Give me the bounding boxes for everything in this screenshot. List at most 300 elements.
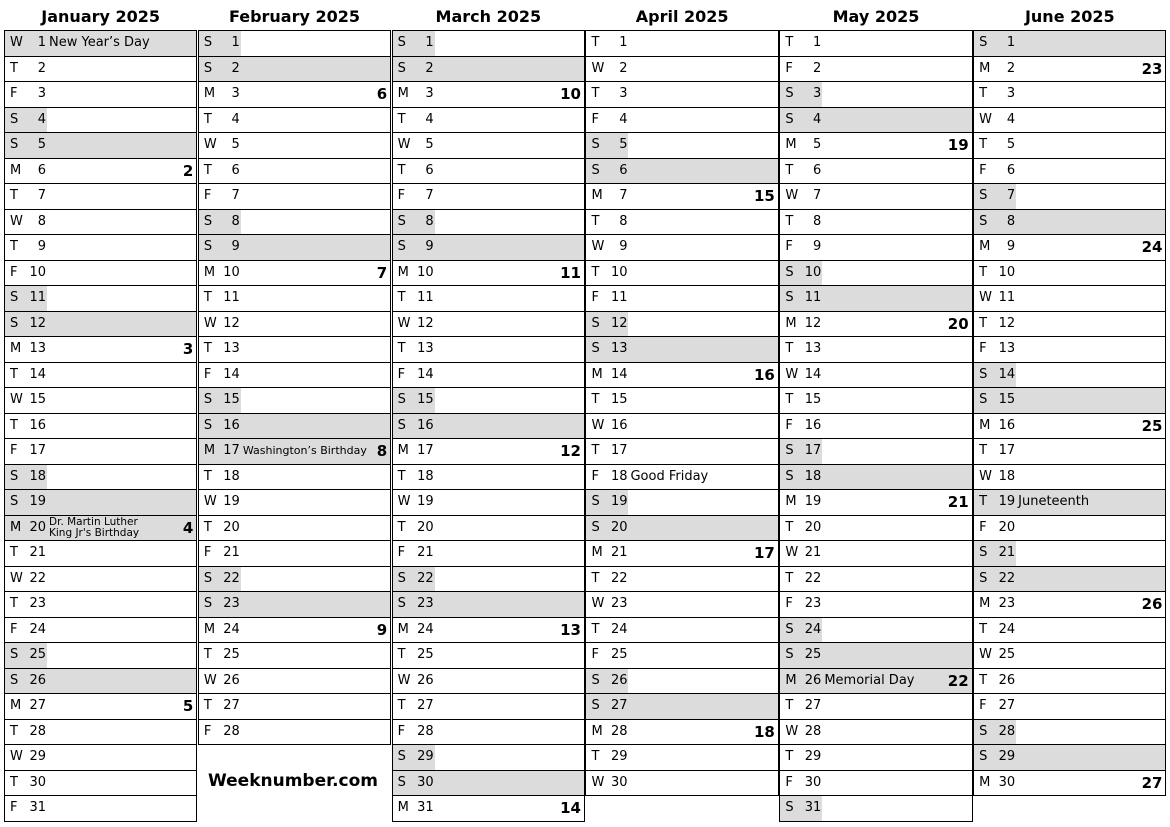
day-number: 31 <box>29 800 46 815</box>
day-row <box>973 57 1166 83</box>
day-row <box>198 669 391 695</box>
week-number: 20 <box>947 314 969 333</box>
day-number: 23 <box>417 596 434 611</box>
weekday-letter: S <box>979 35 988 50</box>
day-row <box>4 567 197 593</box>
weekday-letter: W <box>397 315 411 331</box>
weekday-letter: W <box>203 137 217 152</box>
weekday-letter: T <box>785 341 794 356</box>
day-number: 29 <box>804 749 822 764</box>
day-row <box>973 643 1166 669</box>
day-number: 11 <box>804 290 822 305</box>
weekday-letter: S <box>979 366 988 382</box>
day-row <box>4 235 197 261</box>
day-row <box>198 31 391 57</box>
weekday-letter: S <box>10 137 19 152</box>
day-row <box>585 337 778 363</box>
day-row <box>198 720 391 746</box>
day-number: 12 <box>223 315 240 331</box>
weekday-letter: T <box>979 137 988 152</box>
day-number: 26 <box>998 672 1016 688</box>
day-row <box>585 592 778 618</box>
day-row <box>4 490 197 516</box>
weekday-letter: W <box>203 672 217 688</box>
day-row <box>4 694 197 720</box>
day-row <box>779 541 972 567</box>
day-number: 30 <box>29 774 46 790</box>
day-number: 31 <box>417 800 434 815</box>
week-number: 5 <box>182 697 194 715</box>
day-list <box>973 30 1166 796</box>
day-number: 12 <box>417 315 434 331</box>
day-number: 20 <box>417 519 434 535</box>
weekday-letter: M <box>203 621 216 637</box>
weekday-letter: T <box>591 213 600 229</box>
day-number: 2 <box>231 60 240 76</box>
weekday-letter: T <box>785 698 794 713</box>
day-number: 23 <box>610 596 628 611</box>
weekday-letter: T <box>10 366 18 382</box>
weekday-letter: M <box>979 60 991 76</box>
day-number: 26 <box>610 672 628 688</box>
day-number: 13 <box>804 341 822 356</box>
weekday-letter: S <box>397 213 406 229</box>
week-number: 11 <box>560 263 581 282</box>
day-number: 18 <box>417 468 434 484</box>
day-number: 15 <box>998 392 1016 407</box>
weekday-letter: F <box>979 519 987 535</box>
day-row <box>779 57 972 83</box>
weekday-letter: S <box>10 647 19 662</box>
month-column <box>4 4 197 822</box>
weekday-letter: T <box>591 443 600 458</box>
day-row <box>4 592 197 618</box>
weekday-letter: W <box>785 545 799 560</box>
day-number: 7 <box>425 188 434 203</box>
day-row <box>4 159 197 185</box>
day-row <box>392 796 585 822</box>
month-column <box>198 4 391 745</box>
day-number: 13 <box>610 341 628 356</box>
day-number: 7 <box>813 188 822 203</box>
weekday-letter: S <box>591 137 600 152</box>
weekday-letter: F <box>10 800 18 815</box>
day-row <box>198 261 391 287</box>
day-row <box>585 414 778 440</box>
day-row <box>973 108 1166 134</box>
weekday-letter: F <box>397 723 406 739</box>
day-row <box>585 643 778 669</box>
day-row <box>585 82 778 108</box>
day-number: 29 <box>417 749 434 764</box>
weekday-letter: F <box>591 468 599 484</box>
weekday-letter: W <box>591 774 605 790</box>
week-number: 27 <box>1141 773 1163 792</box>
weekday-letter: S <box>785 290 794 305</box>
day-row <box>4 796 197 822</box>
day-row <box>198 184 391 210</box>
weekday-letter: S <box>785 621 794 637</box>
day-number: 9 <box>1006 239 1016 254</box>
day-number: 14 <box>804 366 822 382</box>
day-number: 22 <box>804 570 822 586</box>
day-number: 28 <box>998 723 1016 739</box>
day-number: 18 <box>610 468 628 484</box>
day-row <box>4 388 197 414</box>
day-number: 28 <box>417 723 434 739</box>
day-row <box>4 261 197 287</box>
weekday-letter: W <box>397 137 411 152</box>
weekday-letter: M <box>397 86 409 101</box>
weekday-letter: S <box>203 60 213 76</box>
day-row <box>585 516 778 542</box>
day-number: 9 <box>231 239 240 254</box>
weekday-letter: M <box>591 723 603 739</box>
weekday-letter: M <box>203 443 216 458</box>
weekday-letter: F <box>979 341 987 356</box>
day-number: 12 <box>998 315 1016 331</box>
day-list <box>779 30 972 822</box>
day-number: 3 <box>37 86 46 101</box>
month-column <box>973 4 1166 796</box>
day-row <box>198 465 391 491</box>
weekday-letter: S <box>203 417 213 433</box>
weekday-letter: T <box>591 621 600 637</box>
day-number: 12 <box>804 315 822 331</box>
day-number: 2 <box>619 60 628 76</box>
day-row <box>198 414 391 440</box>
day-number: 4 <box>813 111 822 127</box>
day-row <box>392 643 585 669</box>
day-row <box>392 286 585 312</box>
weekday-letter: T <box>979 672 988 688</box>
day-row <box>392 618 585 644</box>
day-row <box>392 490 585 516</box>
weekday-letter: S <box>397 239 406 254</box>
day-number: 15 <box>29 392 46 407</box>
day-row <box>585 490 778 516</box>
day-number: 4 <box>619 111 628 127</box>
weekday-letter: F <box>591 111 599 127</box>
day-number: 22 <box>29 570 46 586</box>
day-number: 24 <box>998 621 1016 637</box>
day-row <box>585 388 778 414</box>
day-row <box>973 694 1166 720</box>
day-number: 2 <box>813 60 822 76</box>
week-number: 6 <box>376 85 388 103</box>
day-list <box>585 30 778 796</box>
day-number: 16 <box>804 417 822 433</box>
day-row <box>392 745 585 771</box>
day-row <box>392 694 585 720</box>
weekday-letter: W <box>10 570 23 586</box>
day-number: 29 <box>998 749 1016 764</box>
day-row <box>585 567 778 593</box>
weekday-letter: F <box>591 647 599 662</box>
day-number: 26 <box>417 672 434 688</box>
weekday-letter: T <box>203 698 212 713</box>
day-row <box>779 669 972 695</box>
day-number: 15 <box>610 392 628 407</box>
weekday-letter: W <box>785 366 799 382</box>
day-number: 20 <box>29 519 46 535</box>
week-number: 25 <box>1141 416 1163 435</box>
weekday-letter: T <box>785 519 794 535</box>
day-row <box>973 669 1166 695</box>
weekday-letter: T <box>397 647 406 662</box>
day-row <box>392 235 585 261</box>
day-number: 14 <box>610 366 628 382</box>
day-number: 12 <box>29 315 46 331</box>
day-number: 6 <box>813 162 822 178</box>
week-number: 8 <box>376 442 388 460</box>
day-number: 5 <box>425 137 434 152</box>
weekday-letter: T <box>397 290 406 305</box>
day-number: 14 <box>417 366 434 382</box>
day-number: 21 <box>223 545 240 560</box>
day-row <box>4 82 197 108</box>
week-number: 23 <box>1141 59 1163 78</box>
day-number: 8 <box>813 213 822 229</box>
day-number: 13 <box>417 341 434 356</box>
day-row <box>779 184 972 210</box>
weekday-letter: T <box>203 111 212 127</box>
day-number: 6 <box>231 162 240 178</box>
day-number: 18 <box>223 468 240 484</box>
day-row <box>392 108 585 134</box>
day-row <box>585 669 778 695</box>
day-row <box>779 490 972 516</box>
day-row <box>973 439 1166 465</box>
weekday-letter: T <box>10 723 18 739</box>
weekday-letter: T <box>591 392 600 407</box>
day-number: 20 <box>998 519 1016 535</box>
day-row <box>4 643 197 669</box>
day-row <box>4 133 197 159</box>
day-number: 8 <box>619 213 628 229</box>
day-row <box>973 337 1166 363</box>
day-number: 9 <box>619 239 628 254</box>
day-row <box>198 541 391 567</box>
day-number: 22 <box>998 570 1016 586</box>
weekday-letter: T <box>397 111 406 127</box>
day-row <box>585 745 778 771</box>
weekday-letter: M <box>397 264 409 280</box>
day-number: 8 <box>425 213 434 229</box>
month-column <box>779 4 972 822</box>
weekday-letter: S <box>591 315 600 331</box>
day-row <box>585 57 778 83</box>
weekday-letter: T <box>203 162 212 178</box>
day-number: 14 <box>223 366 240 382</box>
day-row <box>973 414 1166 440</box>
day-number: 22 <box>223 570 240 586</box>
day-number: 26 <box>804 672 822 688</box>
day-row <box>973 159 1166 185</box>
day-number: 25 <box>804 647 822 662</box>
weekday-letter: T <box>203 647 212 662</box>
day-row <box>585 541 778 567</box>
day-number: 18 <box>29 468 46 484</box>
month-title: April 2025 <box>635 7 729 26</box>
day-number: 17 <box>223 443 240 458</box>
weekday-letter: F <box>979 162 987 178</box>
day-number: 25 <box>29 647 46 662</box>
day-row <box>779 261 972 287</box>
weekday-letter: T <box>785 35 794 50</box>
day-number: 27 <box>417 698 434 713</box>
weekday-letter: S <box>785 86 794 101</box>
weekday-letter: M <box>591 188 603 203</box>
weekday-letter: M <box>591 545 603 560</box>
day-row <box>4 31 197 57</box>
day-number: 10 <box>223 264 240 280</box>
week-number: 16 <box>753 365 775 384</box>
day-number: 21 <box>29 545 46 560</box>
day-row <box>198 235 391 261</box>
weekday-letter: F <box>785 596 793 611</box>
day-number: 21 <box>417 545 434 560</box>
weekday-letter: S <box>203 213 213 229</box>
month-column <box>585 4 778 796</box>
day-number: 19 <box>223 494 240 509</box>
day-number: 2 <box>425 60 434 76</box>
day-number: 11 <box>417 290 434 305</box>
weekday-letter: M <box>203 264 216 280</box>
day-row <box>392 567 585 593</box>
day-number: 17 <box>417 443 434 458</box>
day-row <box>4 210 197 236</box>
weekday-letter: S <box>785 800 794 815</box>
day-number: 8 <box>37 213 46 229</box>
day-number: 11 <box>998 290 1016 305</box>
weekday-letter: F <box>785 239 793 254</box>
holiday-label: Dr. Martin Luther King Jr's Birthday <box>49 515 140 539</box>
weekday-letter: T <box>10 774 18 790</box>
day-number: 30 <box>804 774 822 790</box>
weekday-letter: S <box>10 290 19 305</box>
week-number: 26 <box>1141 595 1163 613</box>
week-number: 14 <box>560 799 581 817</box>
day-row <box>4 312 197 338</box>
day-row <box>973 771 1166 797</box>
weekday-letter: M <box>10 162 22 178</box>
day-row <box>392 592 585 618</box>
day-row <box>392 363 585 389</box>
day-number: 1 <box>37 35 46 50</box>
weekday-letter: S <box>203 35 213 50</box>
weekday-letter: M <box>397 800 409 815</box>
day-row <box>392 57 585 83</box>
brand-text: Weeknumber.com <box>207 771 379 791</box>
weekday-letter: W <box>785 723 799 739</box>
day-number: 10 <box>998 264 1016 280</box>
day-row <box>585 720 778 746</box>
day-row <box>198 133 391 159</box>
day-row <box>198 516 391 542</box>
weekday-letter: S <box>10 672 19 688</box>
weekday-letter: T <box>397 698 406 713</box>
day-row <box>198 108 391 134</box>
day-row <box>585 363 778 389</box>
day-number: 10 <box>417 264 434 280</box>
weekday-letter: T <box>10 239 18 254</box>
day-row <box>4 516 197 542</box>
day-number: 27 <box>223 698 240 713</box>
day-number: 10 <box>804 264 822 280</box>
week-number: 22 <box>947 671 969 690</box>
day-number: 13 <box>998 341 1016 356</box>
day-row <box>198 286 391 312</box>
weekday-letter: W <box>591 239 605 254</box>
weekday-letter: T <box>397 341 406 356</box>
day-number: 24 <box>804 621 822 637</box>
day-number: 22 <box>610 570 628 586</box>
day-row <box>585 210 778 236</box>
day-number: 21 <box>998 545 1016 560</box>
weekday-letter: W <box>10 392 23 407</box>
day-number: 20 <box>223 519 240 535</box>
day-number: 5 <box>37 137 46 152</box>
day-number: 23 <box>29 596 46 611</box>
day-number: 16 <box>610 417 628 433</box>
weekday-letter: W <box>203 494 217 509</box>
day-list <box>4 30 197 822</box>
day-number: 4 <box>1006 111 1016 127</box>
week-number: 21 <box>947 493 969 511</box>
day-row <box>973 261 1166 287</box>
day-row <box>973 210 1166 236</box>
day-row <box>585 465 778 491</box>
week-number: 13 <box>560 620 581 639</box>
day-number: 12 <box>610 315 628 331</box>
day-number: 3 <box>619 86 628 101</box>
day-number: 29 <box>610 749 628 764</box>
weekday-letter: F <box>591 290 599 305</box>
weekday-letter: F <box>10 86 18 101</box>
weekday-letter: T <box>397 162 406 178</box>
holiday-label: Good Friday <box>630 468 709 484</box>
weekday-letter: W <box>979 647 992 662</box>
day-number: 9 <box>813 239 822 254</box>
day-number: 23 <box>998 596 1016 611</box>
day-number: 24 <box>610 621 628 637</box>
month-column <box>392 4 585 822</box>
day-number: 4 <box>37 111 46 127</box>
weekday-letter: M <box>10 698 22 713</box>
day-number: 2 <box>1006 60 1016 76</box>
day-row <box>973 31 1166 57</box>
day-row <box>4 720 197 746</box>
day-row <box>585 108 778 134</box>
day-row <box>392 669 585 695</box>
weekday-letter: S <box>203 570 213 586</box>
weekday-letter: T <box>785 570 794 586</box>
day-row <box>392 516 585 542</box>
day-row <box>779 567 972 593</box>
day-row <box>392 261 585 287</box>
week-number: 19 <box>947 136 969 154</box>
weekday-letter: W <box>10 749 23 764</box>
day-number: 5 <box>1006 137 1016 152</box>
day-number: 5 <box>619 137 628 152</box>
day-row <box>779 745 972 771</box>
day-row <box>973 465 1166 491</box>
day-number: 7 <box>619 188 628 203</box>
day-number: 27 <box>998 698 1016 713</box>
weekday-letter: M <box>10 341 22 356</box>
weekday-letter: S <box>979 545 988 560</box>
